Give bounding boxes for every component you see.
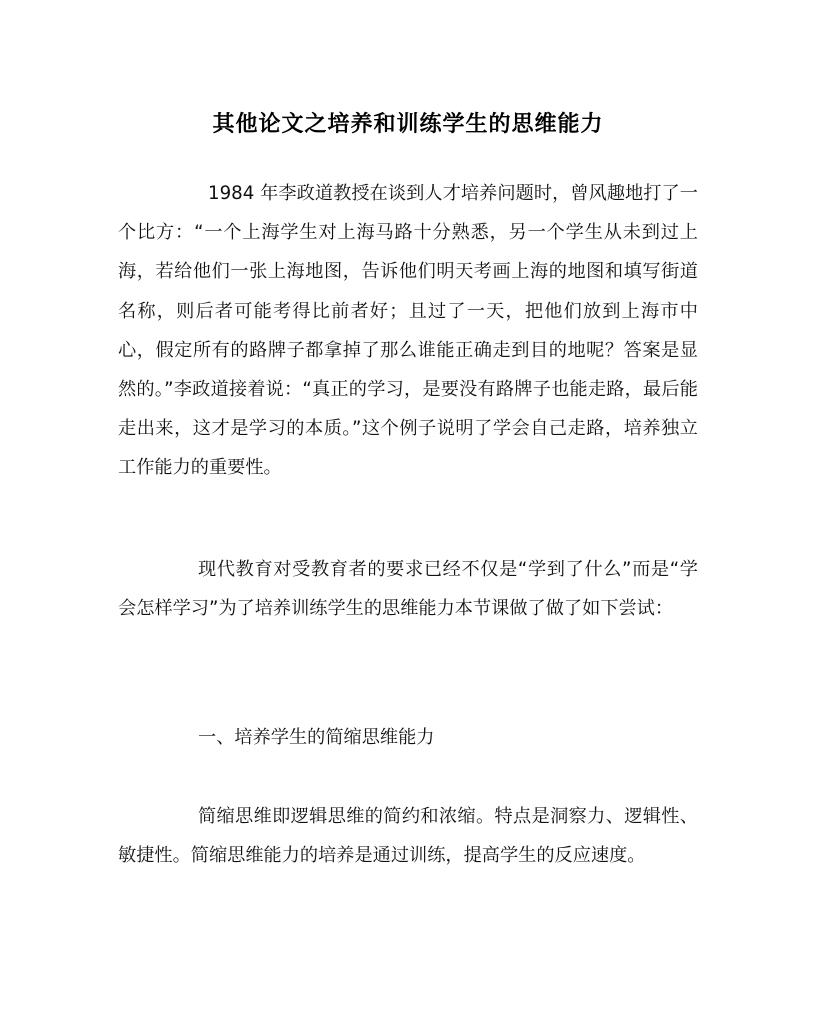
document-title: 其他论文之培养和训练学生的思维能力 [212,111,604,137]
paragraph-condensed-thinking: 简缩思维即逻辑思维的简约和浓缩。特点是洞察力、逻辑性、敏捷性。简缩思维能力的培养是通过训练，提高学生的反应速度。 [118,806,698,867]
section-heading-1: 一、培养学生的简缩思维能力 [198,727,435,748]
paragraph-intro: 1984 年李政道教授在谈到人才培养问题时，曾风趣地打了一个比方：“一个上海学生对上海马路十分熟悉，另一个学生从未到过上海，若给他们一张上海地图，告诉他们明天考画上海的地图和填写街道名称，则后者可能考得比前者好；且过了一天，把他们放到上海市中心，假定所有的路牌子都拿掉了那么谁能正确走到目的地呢？答案是显然的。”李政道接着说：“真正的学习，是要没有路牌子也能走路，最后能走出来，这才是学习的本质。”这个例子说明了学会自己走路，培养独立工作能力的重要性。 [118,183,698,479]
paragraph-modern-education: 现代教育对受教育者的要求已经不仅是“学到了什么”而是“学会怎样学习”为了培养训练学生的思维能力本节课做了做了如下尝试： [118,559,698,620]
